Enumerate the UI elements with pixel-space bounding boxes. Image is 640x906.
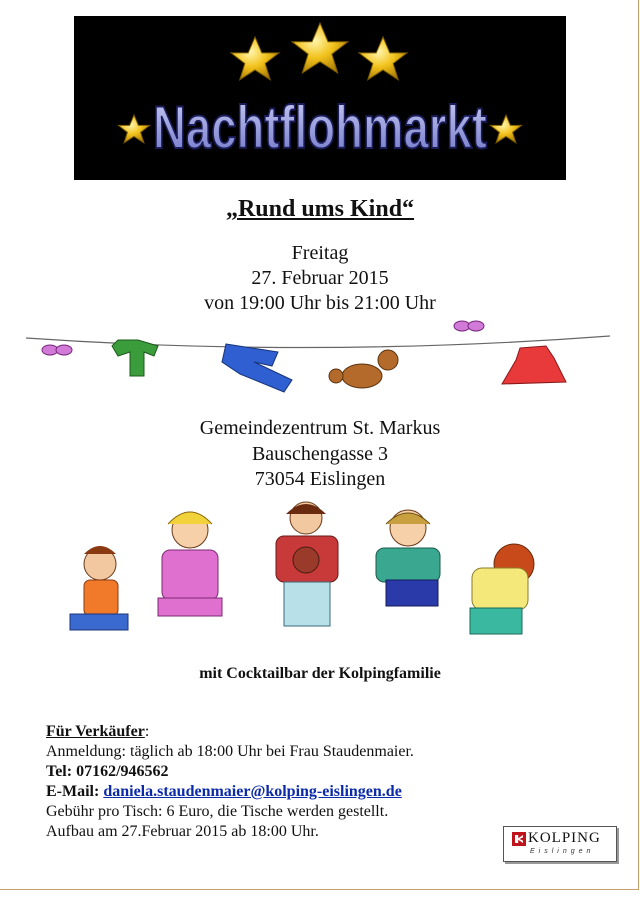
star-icon [292,23,348,73]
seller-tel: Tel: 07162/946562 [46,763,169,780]
cocktail-note: mit Cocktailbar der Kolpingfamilie [199,665,441,682]
location-street: Bauschengasse 3 [251,443,389,465]
dress-icon [502,346,566,384]
event-date: 27. Februar 2015 [251,267,389,289]
banner-graphic [74,16,566,180]
butterfly-icon [454,321,484,331]
location-city: 73054 Eislingen [254,468,386,490]
event-time: von 19:00 Uhr bis 21:00 Uhr [204,292,436,314]
star-icon [231,37,279,80]
seller-info [46,722,486,842]
child-figure [376,510,440,606]
seller-setup: Aufbau am 27.Februar 2015 ab 18:00 Uhr. [46,823,319,840]
child-figure [70,546,128,630]
location-name: Gemeindezentrum St. Markus [199,417,441,439]
event-subtitle: „Rund ums Kind“ [225,196,415,222]
child-figure [470,544,534,634]
star-icon [490,115,521,143]
butterfly-icon [42,345,72,355]
logo-sub: Eislingen [530,848,595,855]
kolping-k-icon [512,832,526,846]
email-label: E-Mail: [46,783,100,800]
star-icon [359,37,407,80]
star-icon [118,115,149,143]
seller-fee: Gebühr pro Tisch: 6 Euro, die Tische werden gestellt. [46,803,389,820]
kolping-logo [503,826,617,862]
teddy-icon [329,350,398,388]
seller-registration: Anmeldung: täglich ab 18:00 Uhr bei Frau Staudenmaier. [46,743,414,760]
pants-icon [222,344,292,392]
clothesline-illustration [26,318,610,396]
banner [74,16,566,180]
seller-heading: Für Verkäufer [46,723,145,740]
seller-email-line [46,782,486,802]
shirt-icon [112,340,158,376]
banner-title: Nachtflohmarkt [153,94,488,161]
logo-name: KOLPING [528,830,601,846]
child-figure [276,502,338,626]
seller-heading-line [46,722,486,742]
child-figure [158,512,222,616]
email-link[interactable]: daniela.staudenmaier@kolping-eislingen.de [103,783,402,800]
seller-heading-colon: : [144,723,150,740]
children-illustration [40,494,588,654]
event-day: Freitag [291,242,349,264]
